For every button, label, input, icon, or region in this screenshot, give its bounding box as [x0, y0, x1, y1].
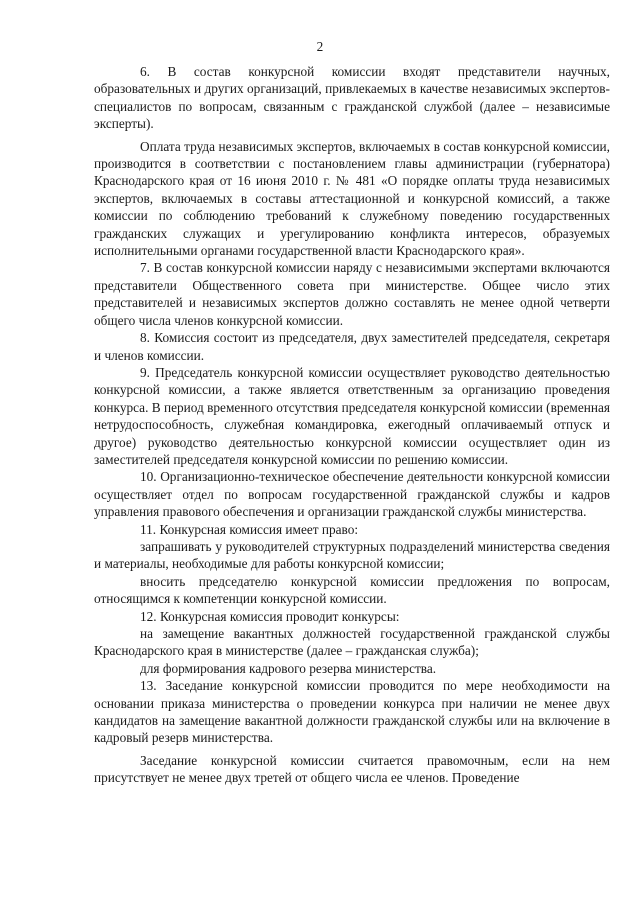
paragraph-11-rights-heading: 11. Конкурсная комиссия имеет право: [140, 521, 359, 537]
paragraph-quorum: Заседание конкурсной комиссии считается правомочным, если на нем присутствует не менее двух третей от общего числа ее членов. Проведение [94, 752, 610, 786]
page-number: 2 [316, 39, 324, 54]
paragraph-7-public-council: 7. В состав конкурсной комиссии наряду с независимыми экспертами включаются представители Общественного совета при министерстве. Общее число этих представителей и независимых экспертов должно составлять не менее одной четверти общего числа членов конкурсной комиссии. [94, 260, 610, 328]
paragraph-expert-payment: Оплата труда независимых экспертов, включаемых в состав конкурсной комиссии, производится в соответствии с постановлением главы администрации (губернатора) Краснодарского края от 16 июня 2010 г. № 481 «О порядке оплаты труда независимых экспертов, включаемых в составы аттестационной и конкурсной комиссий, а также комиссии по соблюдению требований к служебному поведению государственных гражданских служащих и урегулированию конфликта интересов, образуемых исполнительными органами государственной власти Краснодарского края». [94, 138, 610, 259]
paragraph-11-right-propose: вносить председателю конкурсной комиссии предложения по вопросам, относящимся к компетенции конкурсной комиссии. [94, 573, 610, 607]
paragraph-6-commission-composition: 6. В состав конкурсной комиссии входят представители научных, образовательных и других организаций, привлекаемых в качестве независимых экспертов-специалистов по вопросам, связанным с гражданской службой (далее – независимые эксперты). [94, 64, 610, 132]
paragraph-12-contests-heading: 12. Конкурсная комиссия проводит конкурсы: [140, 608, 400, 624]
paragraph-13-meeting: 13. Заседание конкурсной комиссии проводится по мере необходимости на основании приказа министерства о проведении конкурса при наличии не менее двух кандидатов на замещение вакантной должности гражданской службы или на включение в кадровый резерв министерства. [94, 678, 610, 746]
paragraph-8-commission-structure: 8. Комиссия состоит из председателя, двух заместителей председателя, секретаря и членов комиссии. [94, 330, 610, 363]
document-body [94, 63, 610, 787]
paragraph-12-contest-reserve: для формирования кадрового резерва министерства. [140, 660, 437, 676]
paragraph-12-contest-vacancies: на замещение вакантных должностей государственной гражданской службы Краснодарского края в министерстве (далее – гражданская служба); [94, 626, 610, 659]
paragraph-11-right-request: запрашивать у руководителей структурных подразделений министерства сведения и материалы, необходимые для работы конкурсной комиссии; [94, 538, 610, 572]
paragraph-10-technical-support: 10. Организационно-техническое обеспечение деятельности конкурсной комиссии осуществляет отдел по вопросам государственной гражданской службы и кадров управления правового обеспечения и организации гражданской службы министерства. [94, 469, 610, 520]
paragraph-9-chairman: 9. Председатель конкурсной комиссии осуществляет руководство деятельностью конкурсной комиссии, а также является ответственным за организацию проведения конкурса. В период временного отсутствия председателя конкурсной комиссии (временная нетрудоспособность, служебная командировка, ежегодный оплачиваемый отпуск и другое) руководство деятельностью конкурсной комиссии осуществляет один из заместителей председателя конкурсной комиссии по решению комиссии. [94, 364, 610, 467]
